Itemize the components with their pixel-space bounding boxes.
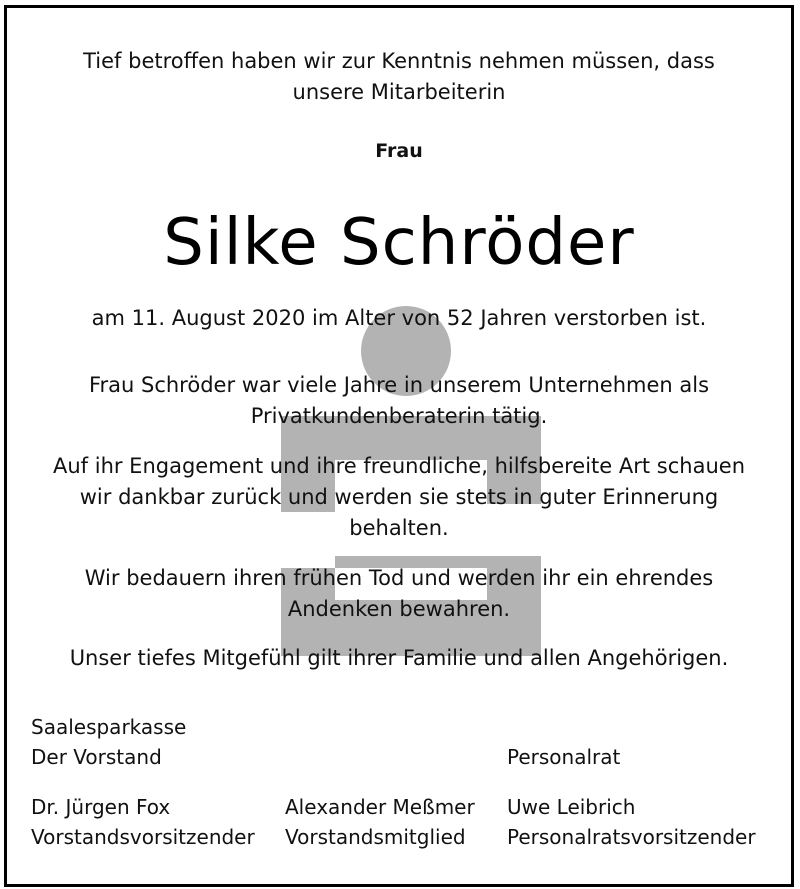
intro-line: Tief betroffen haben wir zur Kenntnis nehmen müssen, dass [83, 49, 715, 73]
intro-text [7, 46, 791, 108]
signatory-role: Vorstandsmitglied [285, 825, 466, 849]
paragraph-line: Andenken bewahren. [287, 597, 511, 621]
paragraph [7, 563, 791, 625]
salutation: Frau [375, 140, 423, 162]
intro-line: unsere Mitarbeiterin [292, 80, 506, 104]
obituary-notice [4, 5, 794, 887]
paragraph [7, 451, 791, 544]
deceased-name: Silke Schröder [163, 206, 635, 280]
paragraph-line: Wir bedauern ihren frühen Tod und werden ihr ein ehrendes [84, 566, 714, 590]
signatory-name: Uwe Leibrich [507, 795, 636, 819]
signature-board [31, 712, 186, 772]
signatory [285, 792, 475, 852]
signature-council-label: Personalrat [507, 745, 621, 769]
signatory-name: Alexander Meßmer [285, 795, 475, 819]
paragraph-line: Privatkundenberaterin tätig. [250, 404, 548, 428]
paragraph-line: Auf ihr Engagement und ihre freundliche, hilfsbereite Art schauen [52, 454, 745, 478]
signatory [31, 792, 255, 852]
signatory-role: Vorstandsvorsitzender [31, 825, 255, 849]
paragraph-line: wir dankbar zurück und werden sie stets in guter Erinnerung [79, 485, 719, 509]
organization-name: Saalesparkasse [31, 715, 187, 739]
signatory-name: Dr. Jürgen Fox [31, 795, 171, 819]
board-label: Der Vorstand [31, 745, 162, 769]
paragraph-line: Frau Schröder war viele Jahre in unserem Unternehmen als [88, 373, 710, 397]
paragraph [7, 370, 791, 432]
signatory-role: Personalratsvorsitzender [507, 825, 756, 849]
death-date-line: am 11. August 2020 im Alter von 52 Jahren verstorben ist. [91, 306, 707, 330]
paragraph [7, 643, 791, 674]
paragraph-line: Unser tiefes Mitgefühl gilt ihrer Familie und allen Angehörigen. [69, 646, 729, 670]
signatory [507, 792, 756, 852]
paragraph-line: behalten. [349, 516, 449, 540]
